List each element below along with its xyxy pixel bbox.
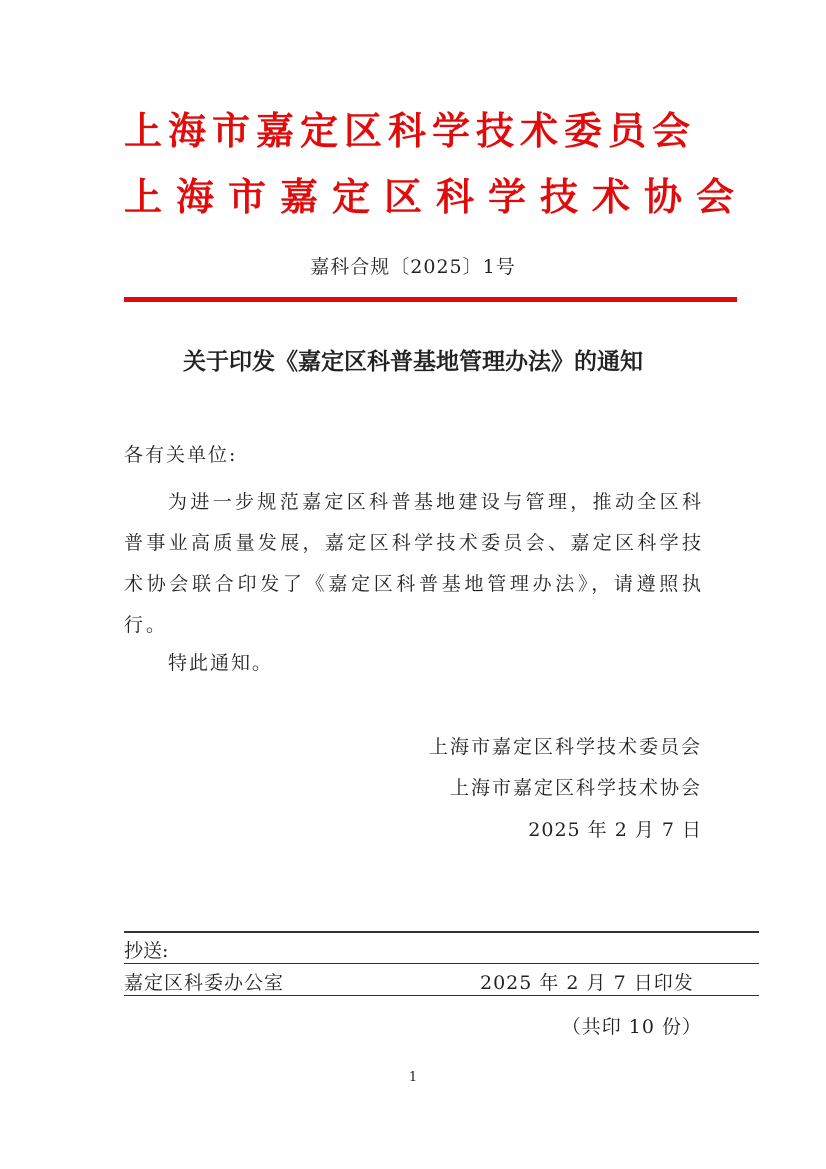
recipient-line: 各有关单位: — [124, 444, 238, 466]
signature-org-2: 上海市嘉定区科学技术协会 — [449, 777, 702, 799]
footer-rule-bottom — [124, 995, 759, 996]
cc-label: 抄送: — [124, 940, 169, 962]
signature-org-1: 上海市嘉定区科学技术委员会 — [428, 736, 702, 758]
document-number: 嘉科合规〔2025〕1号 — [310, 256, 516, 278]
issue-date: 2025 年 2 月 7 日印发 — [480, 972, 694, 994]
issuer-title-line1: 上海市嘉定区科学技术委员会 — [124, 109, 697, 153]
issuer-title-line2: 上海市嘉定区科学技术协会 — [124, 175, 749, 219]
copies-count: （共印 10 份） — [561, 1016, 702, 1038]
signature-date: 2025 年 2 月 7 日 — [528, 819, 702, 841]
issuing-office: 嘉定区科委办公室 — [124, 972, 285, 994]
body-paragraph: 为进一步规范嘉定区科普基地建设与管理，推动全区科普事业高质量发展，嘉定区科学技术委员会、嘉定区科学技术协会联合印发了《嘉定区科普基地管理办法》，请遵照执行。 — [124, 491, 704, 636]
footer-rule-top — [124, 931, 759, 933]
red-separator-rule — [124, 297, 737, 302]
document-title: 关于印发《嘉定区科普基地管理办法》的通知 — [183, 348, 643, 375]
closing-line: 特此通知。 — [168, 652, 274, 674]
footer-rule-middle — [124, 963, 759, 964]
page-number: 1 — [408, 1070, 418, 1085]
